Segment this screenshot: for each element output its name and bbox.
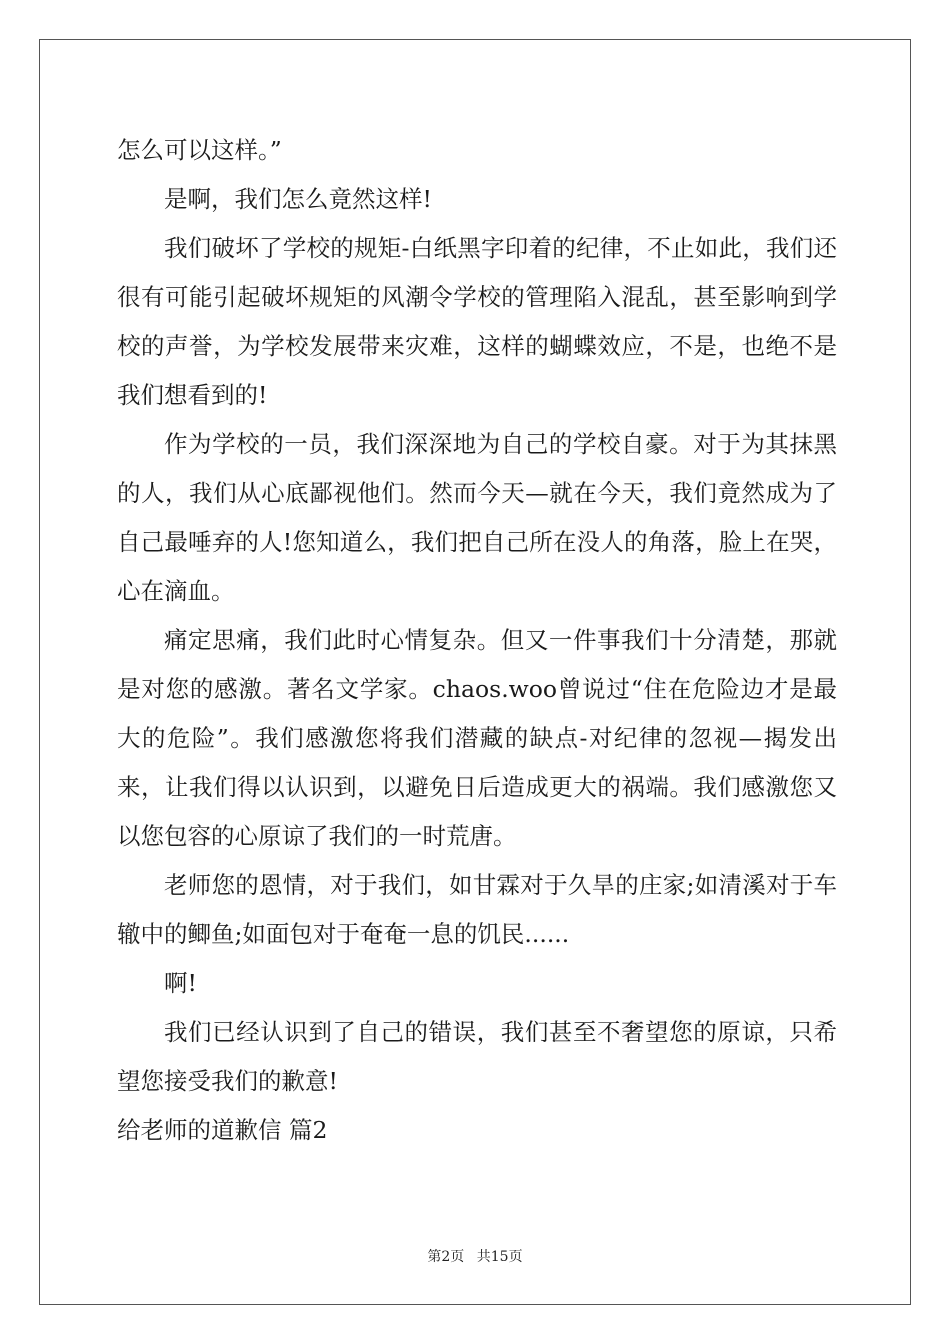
page-footer [0, 1246, 950, 1266]
paragraph-2: 是啊，我们怎么竟然这样! [164, 185, 432, 213]
paragraph-7: 啊! [164, 969, 197, 997]
paragraph-6: 老师您的恩情，对于我们，如甘霖对于久旱的庄家;如清溪对于车辙中的鲫鱼;如面包对于奄奄一息的饥民...... [117, 871, 837, 948]
page-number: 第2页 [427, 1249, 465, 1265]
paragraph-8: 我们已经认识到了自己的错误，我们甚至不奢望您的原谅，只希望您接受我们的歉意! [117, 1018, 837, 1095]
section-heading: 给老师的道歉信 篇2 [117, 1116, 328, 1144]
paragraph-4: 作为学校的一员，我们深深地为自己的学校自豪。对于为其抹黑的人，我们从心底鄙视他们。然而今天—就在今天，我们竟然成为了自己最唾弃的人!您知道么，我们把自己所在没人的角落，脸上在哭，心在滴血。 [117, 430, 837, 605]
paragraph-3: 我们破坏了学校的规矩-白纸黑字印着的纪律，不止如此，我们还很有可能引起破坏规矩的风潮令学校的管理陷入混乱，甚至影响到学校的声誉，为学校发展带来灾难，这样的蝴蝶效应，不是，也绝不是我们想看到的! [117, 234, 837, 409]
paragraph-1: 怎么可以这样。” [117, 136, 282, 164]
document-body [117, 126, 837, 1155]
total-pages: 共15页 [476, 1249, 523, 1265]
paragraph-5: 痛定思痛，我们此时心情复杂。但又一件事我们十分清楚，那就是对您的感激。著名文学家。chaos.woo曾说过“住在危险边才是最大的危险”。我们感激您将我们潜藏的缺点-对纪律的忽视—揭发出来，让我们得以认识到，以避免日后造成更大的祸端。我们感激您又以您包容的心原谅了我们的一时荒唐。 [117, 626, 837, 850]
